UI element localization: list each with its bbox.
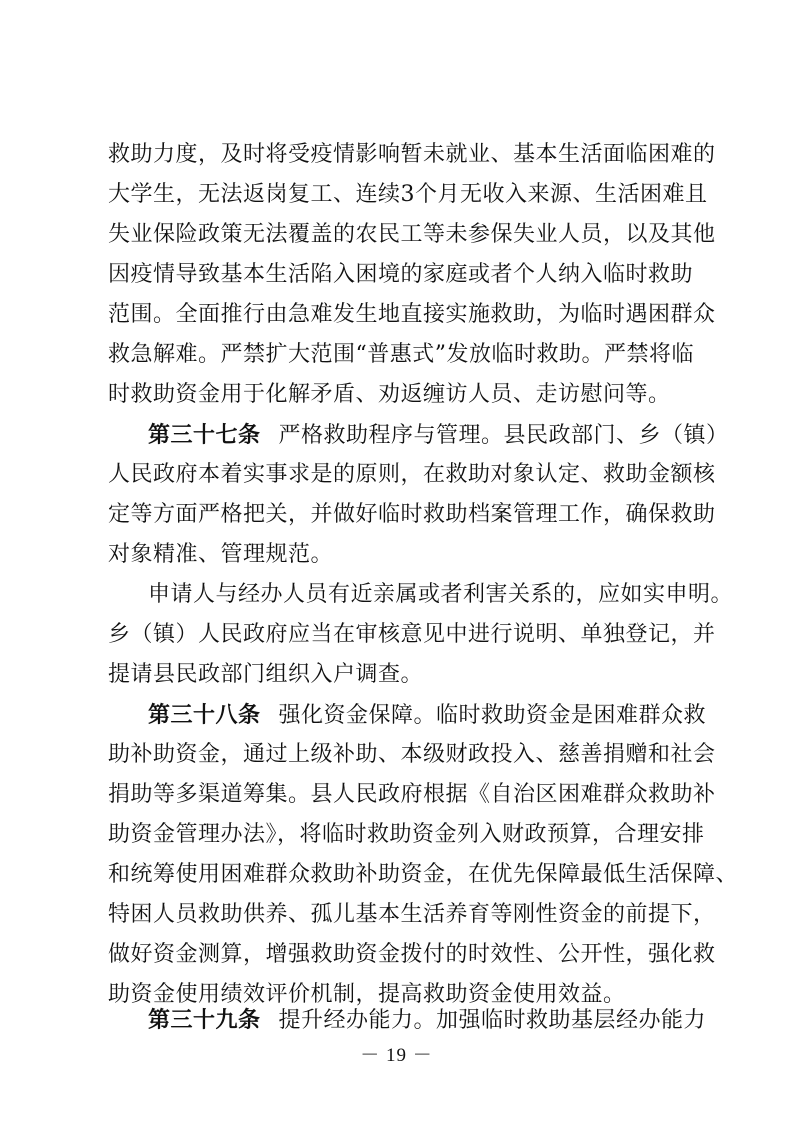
paragraph-line: 范围。全面推行由急难发生地直接实施救助，为临时遇困群众	[108, 302, 716, 327]
article-38-first-line	[148, 695, 707, 735]
paragraph-line: 特困人员救助供养、孤儿基本生活养育等刚性资金的前提下，	[108, 902, 716, 927]
paragraph-line: 助资金管理办法》，将临时救助资金列入财政预算，合理安排	[108, 822, 705, 847]
paragraph-line: 和统筹使用困难群众救助补助资金，在优先保障最低生活保障、	[108, 862, 739, 887]
article-37-first-line	[148, 415, 729, 455]
paragraph-first-line: 申请人与经办人员有近亲属或者利害关系的，应如实申明。	[148, 582, 734, 607]
paragraph-line: 做好资金测算，增强救助资金拨付的时效性、公开性，强化救	[108, 942, 716, 967]
paragraph-line: 捐助等多渠道筹集。县人民政府根据《自治区困难群众救助补	[108, 782, 716, 807]
paragraph-line: 乡（镇）人民政府应当在审核意见中进行说明、单独登记，并	[108, 622, 716, 647]
paragraph-line: 提请县民政部门组织入户调查。	[108, 662, 424, 687]
article-37-heading-text: 严格救助程序与管理。县民政部门、乡（镇）	[278, 423, 729, 448]
paragraph-line: 失业保险政策无法覆盖的农民工等未参保失业人员，以及其他	[108, 222, 716, 247]
paragraph-line: 救急解难。严禁扩大范围“普惠式”发放临时救助。严禁将临	[108, 342, 694, 367]
article-39-heading-text: 提升经办能力。加强临时救助基层经办能力	[278, 1008, 707, 1033]
paragraph-line: 助资金使用绩效评价机制，提高救助资金使用效益。	[108, 982, 626, 1007]
article-37-title: 第三十七条	[148, 422, 261, 448]
paragraph-line: 因疫情导致基本生活陷入困境的家庭或者个人纳入临时救助	[108, 262, 694, 287]
page-number: － 19 －	[360, 1045, 433, 1066]
article-39-first-line	[148, 1000, 707, 1040]
paragraph-line: 对象精准、管理规范。	[108, 542, 334, 567]
paragraph-line: 定等方面严格把关，并做好临时救助档案管理工作，确保救助	[108, 502, 716, 527]
paragraph-line: 大学生，无法返岗复工、连续3个月无收入来源、生活困难且	[108, 182, 708, 207]
article-38-title: 第三十八条	[148, 702, 261, 728]
paragraph-line: 时救助资金用于化解矛盾、劝返缠访人员、走访慰问等。	[108, 382, 671, 407]
article-39-title: 第三十九条	[148, 1007, 261, 1033]
paragraph-line: 人民政府本着实事求是的原则，在救助对象认定、救助金额核	[108, 462, 716, 487]
article-38-heading-text: 强化资金保障。临时救助资金是困难群众救	[278, 703, 707, 728]
paragraph-line: 救助力度，及时将受疫情影响暂未就业、基本生活面临困难的	[108, 142, 716, 167]
paragraph-line: 助补助资金，通过上级补助、本级财政投入、慈善捐赠和社会	[108, 742, 716, 767]
